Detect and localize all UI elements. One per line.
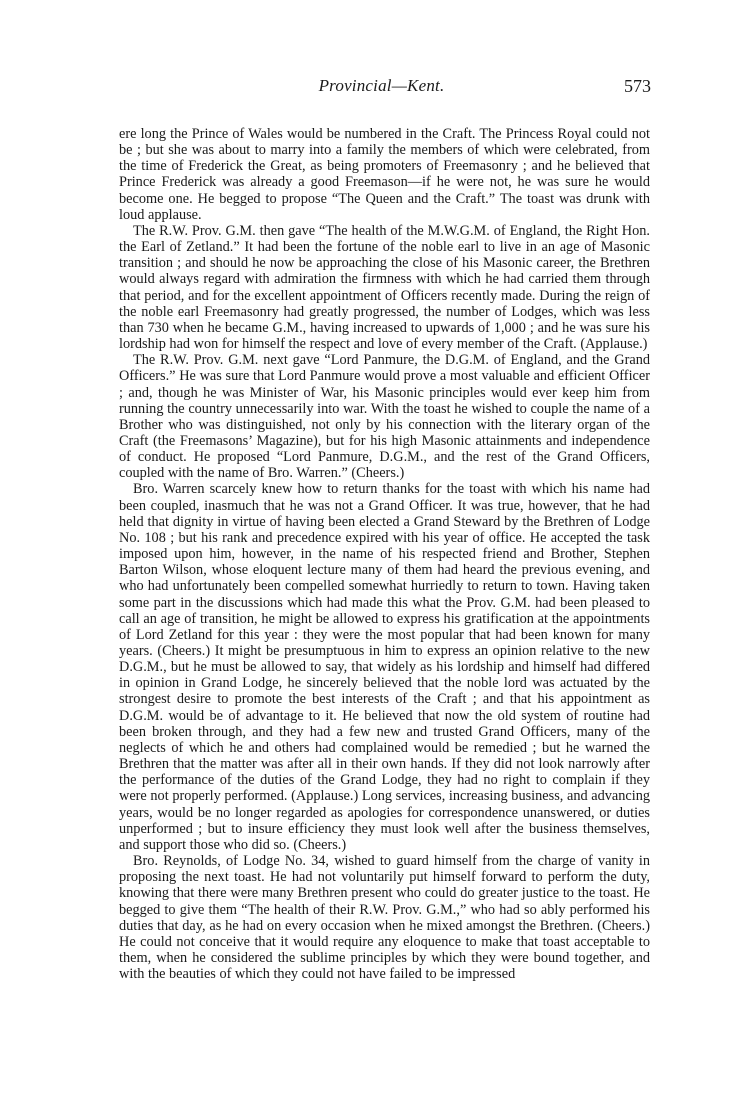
- paragraph-warren-reply: Bro. Warren scarcely knew how to return thanks for the toast with which his name had been coupled, inasmuch that he was not a Grand Officer. It was true, however, that he had held that dignity in virtue of having been elected a Grand Steward by the Brethren of Lodge No. 108 ; but his rank and precedence expired with his year of office. He accepted the task imposed upon him, however, in the name of his respected friend and Brother, Stephen Barton Wilson, whose eloquent lecture many of them had heard the previous evening, and who had unfortunately been compelled somewhat hurriedly to return to town. Having taken some part in the discussions which had made this what the Prov. G.M. had been pleased to call an age of transition, he might be allowed to express his gratification at the appointments of Lord Zetland for this year : they were the most popular that had been known for many years. (Cheers.) It might be presumptuous in him to express an opinion relative to the new D.G.M., but he must be allowed to say, that widely as his lordship and himself had differed in opinion in Grand Lodge, he sincerely believed that the noble lord was actuated by the strongest desire to promote the best interests of the Craft ; and that his appointment as D.G.M. would be of advantage to it. He believed that now the old system of routine had been broken through, and they had a few new and trusted Grand Officers, many of the neglects of which he and others had complained would be remedied ; but he warned the Brethren that the matter was after all in their own hands. If they did not look narrowly after the performance of the duties of the Grand Lodge, they had no right to complain if they were not properly performed. (Applause.) Long services, increasing business, and advancing years, would be no longer regarded as apologies for correspondence unanswered, or duties unperformed ; but to insure efficiency they must look well after the business themselves, and support those who did so. (Cheers.): [119, 481, 650, 853]
- paragraph-toast-grand-master: The R.W. Prov. G.M. then gave “The health of the M.W.G.M. of England, the Right Hon. the Earl of Zetland.” It had been the fortune of the noble earl to live in an age of Masonic transition ; and should he now be approaching the close of his Masonic career, the Brethren would always regard with admiration the firmness with which he had carried them through that period, and for the excellent appointment of Officers recently made. During the reign of the noble earl Freemasonry had greatly progressed, the number of Lodges, which was less than 730 when he became G.M., having increased to upwards of 1,000 ; and he was sure his lordship had won for himself the respect and love of every member of the Craft. (Applause.): [119, 222, 650, 353]
- paragraph-reynolds-toast: Bro. Reynolds, of Lodge No. 34, wished to guard himself from the charge of vanity in proposing the next toast. He had not voluntarily put himself forward to perform the duty, knowing that there were many Brethren present who could do greater justice to the toast. He begged to give them “The health of their R.W. Prov. G.M.,” who had so ably performed his duties that day, as he had on every occasion when he mixed amongst the Brethren. (Cheers.) He could not conceive that it would require any eloquence to make that toast acceptable to them, when he considered the sublime principles by which they were bound together, and with the beauties of which they could not have failed to be impressed: [119, 853, 650, 983]
- running-title: Provincial—Kent.: [318, 76, 445, 95]
- page-header: [0, 76, 743, 100]
- article-body: [119, 126, 650, 982]
- page-number: 573: [624, 76, 651, 96]
- paragraph-toast-panmure: The R.W. Prov. G.M. next gave “Lord Panmure, the D.G.M. of England, and the Grand Officers.” He was sure that Lord Panmure would prove a most valuable and efficient Officer ; and, though he was Minister of War, his Masonic principles would ever keep him from running the country unnecessarily into war. With the toast he wished to couple the name of a Brother who was distinguished, not only by his connection with the literary organ of the Craft (the Freemasons’ Magazine), but for his high Masonic attainments and independence of conduct. He proposed “Lord Panmure, D.G.M., and the rest of the Grand Officers, coupled with the name of Bro. Warren.” (Cheers.): [119, 352, 650, 482]
- paragraph-continuation: ere long the Prince of Wales would be numbered in the Craft. The Princess Royal could not be ; but she was about to marry into a family the members of which were celebrated, from the time of Frederick the Great, as being promoters of Freemasonry ; and he believed that Prince Frederick was already a good Freemason—if he were not, he was sure he would become one. He begged to propose “The Queen and the Craft.” The toast was drunk with loud applause.: [119, 126, 650, 223]
